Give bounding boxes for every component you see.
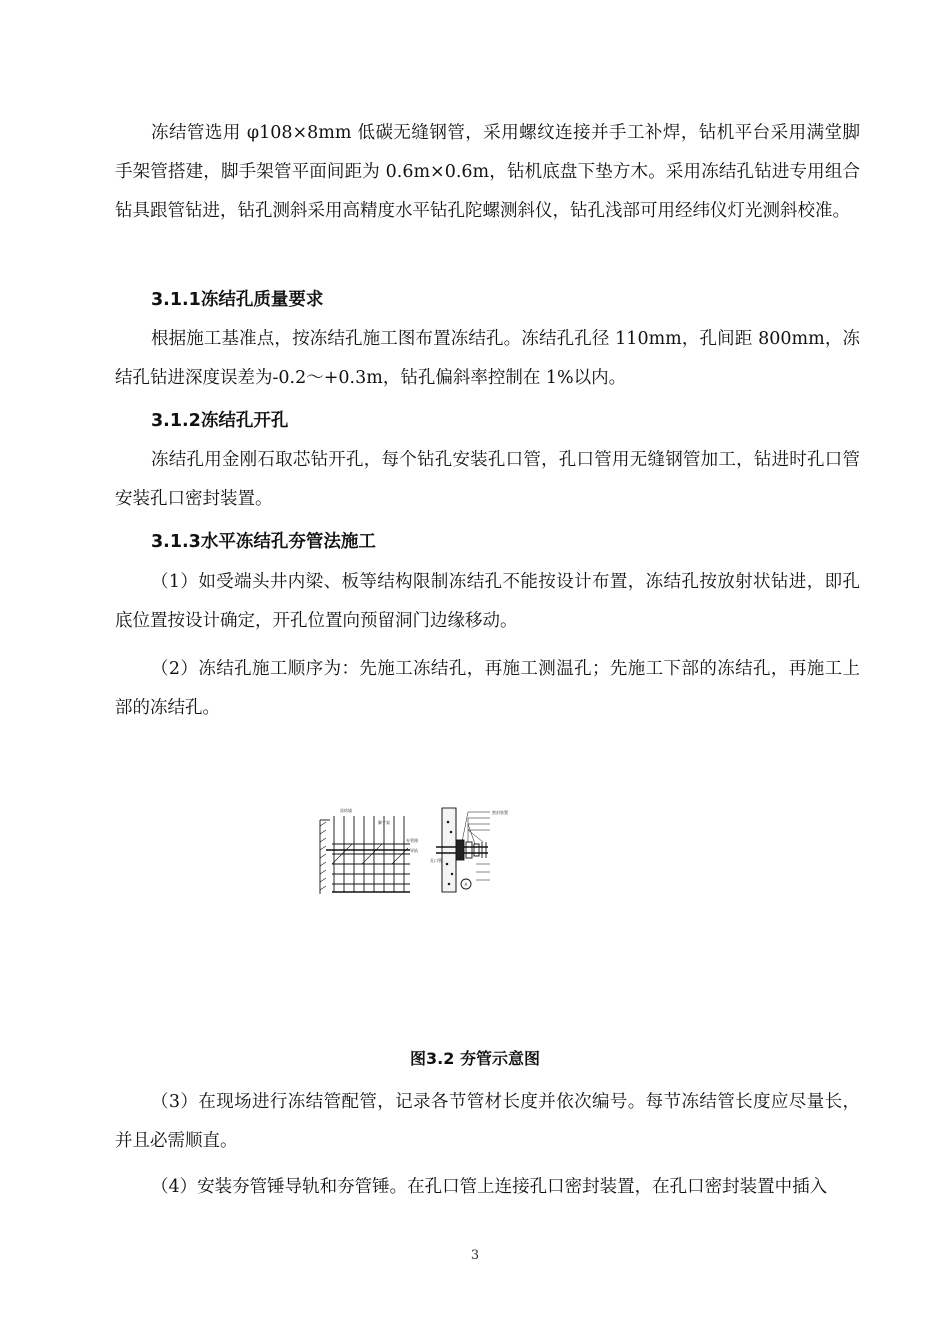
scaffold-grid (320, 816, 410, 894)
paragraph-item-3: （3）在现场进行冻结管配管，记录各节管材长度并依次编号。每节冻结管长度应尽量长，并且必需顺直。 (115, 1092, 860, 1151)
page-number: 3 (470, 1248, 480, 1263)
paragraph-hole-opening: 冻结孔用金刚石取芯钻开孔，每个钻孔安装孔口管，孔口管用无缝钢管加工，钻进时孔口管安装孔口密封装置。 (115, 450, 860, 509)
hole-pipe-label: 孔口管 (430, 858, 442, 863)
section-heading-3-1-1: 3.1.1冻结孔质量要求 (151, 290, 324, 310)
paragraph-freeze-pipe: 冻结管选用 φ108×8mm 低碳无缝钢管，采用螺纹连接并手工补焊，钻机平台采用满堂脚手架管搭建，脚手架管平面间距为 0.6m×0.6m，钻机底盘下垫方木。采用冻结孔钻进专用组合钻具跟管钻进，钻孔测斜采用高精度水平钻孔陀螺测斜仪，钻孔浅部可用经纬仪灯光测斜校准。 (115, 123, 860, 221)
paragraph-item-1: （1）如受端头井内梁、板等结构限制冻结孔不能按设计布置，冻结孔按放射状钻进，即孔底位置按设计确定，开孔位置向预留洞门边缘移动。 (115, 572, 860, 631)
ram-pipe-label: 夯管锤 (406, 838, 418, 843)
paragraph-item-2: （2）冻结孔施工顺序为：先施工冻结孔，再施工测温孔；先施工下部的冻结孔，再施工上部的冻结孔。 (115, 659, 860, 718)
section-heading-3-1-3: 3.1.3水平冻结孔夯管法施工 (151, 532, 376, 552)
wall-section (436, 808, 490, 892)
rail-label: 导轨 (410, 848, 418, 853)
freeze-wall-label: 冻结墙 (340, 808, 352, 813)
circle-mark: A (464, 882, 468, 887)
paragraph-quality-requirements: 根据施工基准点，按冻结孔施工图布置冻结孔。冻结孔孔径 110mm，孔间距 800mm，冻结孔钻进深度误差为-0.2～+0.3m，钻孔偏斜率控制在 1%以内。 (115, 329, 860, 388)
paragraph-item-4: （4）安装夯管锤导轨和夯管锤。在孔口管上连接孔口密封装置，在孔口密封装置中插入 (151, 1177, 828, 1197)
section-heading-3-1-2: 3.1.2冻结孔开孔 (151, 411, 289, 431)
scaffold-label: 脚手架 (378, 820, 390, 825)
figure-caption: 图3.2 夯管示意图 (410, 1049, 540, 1068)
seal-label: 密封装置 (492, 810, 508, 815)
ramming-pipe-diagram (318, 802, 528, 907)
